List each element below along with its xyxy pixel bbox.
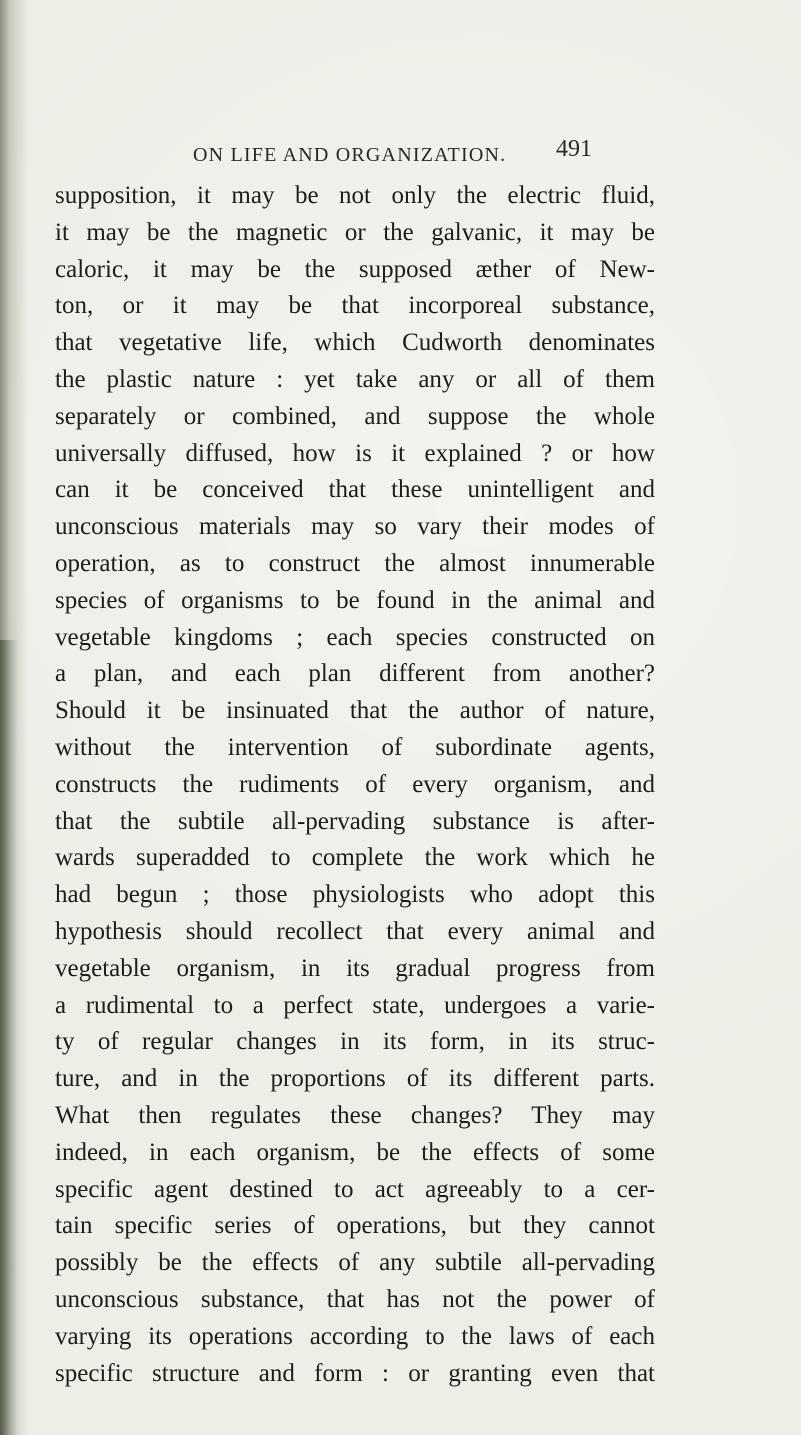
- text-line: wards superadded to complete the work which he: [55, 844, 655, 872]
- text-line: possibly be the effects of any subtile all-pervading: [55, 1249, 655, 1277]
- page-header: [0, 136, 801, 172]
- text-line: unconscious materials may so vary their modes of: [55, 513, 655, 541]
- text-line: that the subtile all-pervading substance is after-: [55, 807, 655, 835]
- text-line: the plastic nature : yet take any or all of them: [55, 365, 655, 393]
- text-line: specific agent destined to act agreeably to a cer-: [55, 1175, 655, 1203]
- text-line: specific structure and form : or granting even that: [55, 1359, 655, 1387]
- text-line: constructs the rudiments of every organism, and: [55, 770, 655, 798]
- text-line: universally diffused, how is it explained ? or how: [55, 439, 655, 467]
- text-line: a plan, and each plan different from another?: [55, 660, 655, 688]
- text-line: vegetable organism, in its gradual progress from: [55, 954, 655, 982]
- text-line: ture, and in the proportions of its different parts.: [55, 1065, 655, 1093]
- text-line: ty of regular changes in its form, in its struc-: [55, 1028, 655, 1056]
- text-line: indeed, in each organism, be the effects of some: [55, 1138, 655, 1166]
- text-line: can it be conceived that these unintelligent and: [55, 476, 655, 504]
- text-line: separately or combined, and suppose the whole: [55, 402, 655, 430]
- text-line: a rudimental to a perfect state, undergoes a varie-: [55, 991, 655, 1019]
- text-line: unconscious substance, that has not the power of: [55, 1285, 655, 1313]
- text-line: had begun ; those physiologists who adopt this: [55, 881, 655, 909]
- body-text: [55, 178, 655, 1392]
- text-line: without the intervention of subordinate agents,: [55, 733, 655, 761]
- text-line: What then regulates these changes? They may: [55, 1101, 655, 1129]
- text-line: it may be the magnetic or the galvanic, it may be: [55, 218, 655, 246]
- text-line: species of organisms to be found in the animal and: [55, 586, 655, 614]
- page-binding-stain: [0, 640, 18, 1435]
- text-line: tain specific series of operations, but they cannot: [55, 1212, 655, 1240]
- text-line: caloric, it may be the supposed æther of New-: [55, 255, 655, 283]
- running-title: ON LIFE AND ORGANIZATION.: [193, 144, 507, 166]
- text-line: vegetable kingdoms ; each species constructed on: [55, 623, 655, 651]
- text-line: Should it be insinuated that the author of nature,: [55, 697, 655, 725]
- text-line: ton, or it may be that incorporeal substance,: [55, 292, 655, 320]
- text-line: supposition, it may be not only the electric fluid,: [55, 182, 655, 209]
- page-number: 491: [556, 136, 592, 162]
- text-line: operation, as to construct the almost innumerable: [55, 549, 655, 577]
- text-line: hypothesis should recollect that every animal and: [55, 917, 655, 945]
- text-line: varying its operations according to the laws of each: [55, 1322, 655, 1350]
- text-line: that vegetative life, which Cudworth denominates: [55, 329, 655, 357]
